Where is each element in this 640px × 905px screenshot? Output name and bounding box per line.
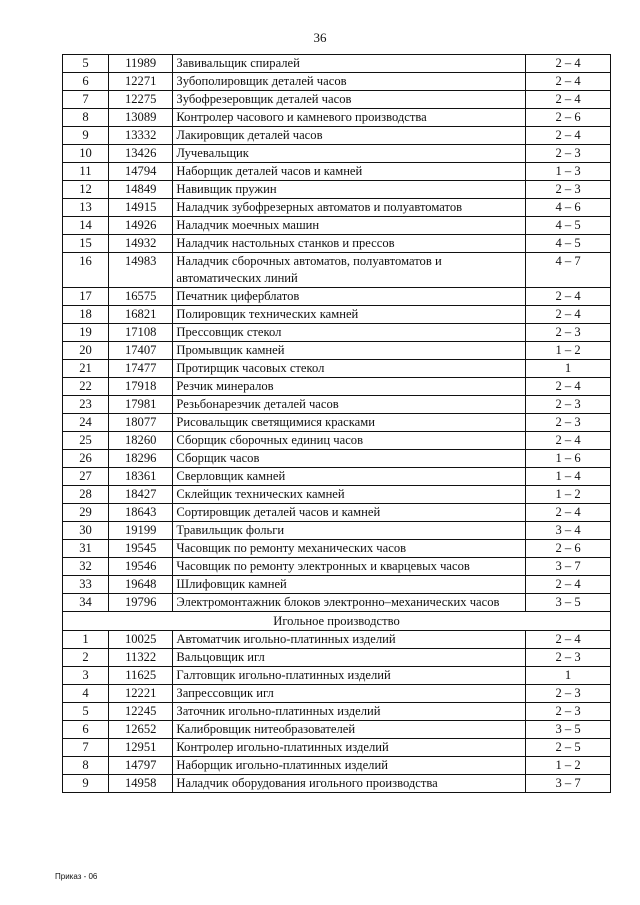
- row-number: 18: [63, 306, 109, 324]
- table-row: [63, 540, 611, 558]
- row-number: 15: [63, 235, 109, 253]
- row-number: 30: [63, 522, 109, 540]
- row-number: 9: [63, 127, 109, 145]
- grade-range: 2 – 4: [526, 288, 611, 306]
- table-row: [63, 55, 611, 73]
- row-number: 7: [63, 91, 109, 109]
- row-number: 10: [63, 145, 109, 163]
- profession-name: Сортировщик деталей часов и камней: [173, 504, 526, 522]
- profession-name: Лакировщик деталей часов: [173, 127, 526, 145]
- row-number: 12: [63, 181, 109, 199]
- profession-code: 11625: [109, 667, 173, 685]
- profession-name: Вальцовщик игл: [173, 649, 526, 667]
- row-number: 5: [63, 703, 109, 721]
- profession-name: Протирщик часовых стекол: [173, 360, 526, 378]
- profession-name: Наладчик оборудования игольного производства: [173, 775, 526, 793]
- grade-range: 2 – 4: [526, 73, 611, 91]
- table-row: [63, 522, 611, 540]
- row-number: 4: [63, 685, 109, 703]
- profession-code: 10025: [109, 631, 173, 649]
- grade-range: 1 – 2: [526, 757, 611, 775]
- profession-name: Полировщик технических камней: [173, 306, 526, 324]
- profession-name: Завивальщик спиралей: [173, 55, 526, 73]
- table-body-part1: [63, 55, 611, 612]
- profession-code: 19199: [109, 522, 173, 540]
- profession-name: Шлифовщик камней: [173, 576, 526, 594]
- grade-range: 1: [526, 667, 611, 685]
- table-row: [63, 739, 611, 757]
- grade-range: 2 – 3: [526, 324, 611, 342]
- profession-code: 17981: [109, 396, 173, 414]
- profession-code: 16575: [109, 288, 173, 306]
- table-row: [63, 163, 611, 181]
- profession-name: Травильщик фольги: [173, 522, 526, 540]
- profession-name: Сверловщик камней: [173, 468, 526, 486]
- profession-code: 12271: [109, 73, 173, 91]
- row-number: 27: [63, 468, 109, 486]
- grade-range: 3 – 7: [526, 775, 611, 793]
- profession-name: Часовщик по ремонту механических часов: [173, 540, 526, 558]
- table-row: [63, 486, 611, 504]
- profession-name: Склейщик технических камней: [173, 486, 526, 504]
- row-number: 13: [63, 199, 109, 217]
- profession-code: 14926: [109, 217, 173, 235]
- table-row: [63, 199, 611, 217]
- grade-range: 2 – 6: [526, 540, 611, 558]
- row-number: 19: [63, 324, 109, 342]
- table-row: [63, 91, 611, 109]
- profession-code: 14794: [109, 163, 173, 181]
- row-number: 11: [63, 163, 109, 181]
- grade-range: 3 – 5: [526, 721, 611, 739]
- table-section: [63, 612, 611, 631]
- row-number: 32: [63, 558, 109, 576]
- grade-range: 3 – 4: [526, 522, 611, 540]
- profession-code: 17407: [109, 342, 173, 360]
- profession-name: Электромонтажник блоков электронно–механических часов: [173, 594, 526, 612]
- row-number: 26: [63, 450, 109, 468]
- profession-name: Наборщик игольно-платинных изделий: [173, 757, 526, 775]
- profession-name: Навивщик пружин: [173, 181, 526, 199]
- profession-code: 19546: [109, 558, 173, 576]
- table-row: [63, 576, 611, 594]
- profession-code: 14983: [109, 253, 173, 288]
- row-number: 25: [63, 432, 109, 450]
- profession-name: Наладчик сборочных автоматов, полуавтоматов и автоматических линий: [173, 253, 526, 288]
- profession-code: 11322: [109, 649, 173, 667]
- row-number: 20: [63, 342, 109, 360]
- profession-code: 17477: [109, 360, 173, 378]
- row-number: 17: [63, 288, 109, 306]
- grade-range: 3 – 7: [526, 558, 611, 576]
- profession-name: Зубофрезеровщик деталей часов: [173, 91, 526, 109]
- footer-note: Приказ - 06: [55, 872, 98, 881]
- profession-name: Часовщик по ремонту электронных и кварцевых часов: [173, 558, 526, 576]
- table-row: [63, 181, 611, 199]
- table-row: [63, 450, 611, 468]
- grade-range: 2 – 3: [526, 414, 611, 432]
- grade-range: 2 – 4: [526, 631, 611, 649]
- grade-range: 1 – 2: [526, 342, 611, 360]
- profession-name: Лучевальщик: [173, 145, 526, 163]
- profession-code: 19648: [109, 576, 173, 594]
- profession-code: 18296: [109, 450, 173, 468]
- table-row: [63, 594, 611, 612]
- grade-range: 2 – 4: [526, 378, 611, 396]
- profession-name: Заточник игольно-платинных изделий: [173, 703, 526, 721]
- profession-code: 12652: [109, 721, 173, 739]
- profession-code: 18361: [109, 468, 173, 486]
- grade-range: 1 – 3: [526, 163, 611, 181]
- profession-code: 14849: [109, 181, 173, 199]
- profession-code: 18077: [109, 414, 173, 432]
- row-number: 29: [63, 504, 109, 522]
- table-body-part2: [63, 631, 611, 793]
- section-row: [63, 612, 611, 631]
- profession-name: Наладчик зубофрезерных автоматов и полуавтоматов: [173, 199, 526, 217]
- row-number: 7: [63, 739, 109, 757]
- grade-range: 4 – 6: [526, 199, 611, 217]
- table-row: [63, 342, 611, 360]
- profession-name: Контролер часового и камневого производства: [173, 109, 526, 127]
- row-number: 2: [63, 649, 109, 667]
- row-number: 31: [63, 540, 109, 558]
- table-row: [63, 721, 611, 739]
- table-row: [63, 288, 611, 306]
- grade-range: 2 – 3: [526, 703, 611, 721]
- grade-range: 1 – 4: [526, 468, 611, 486]
- profession-code: 18427: [109, 486, 173, 504]
- table-row: [63, 109, 611, 127]
- profession-code: 17108: [109, 324, 173, 342]
- row-number: 23: [63, 396, 109, 414]
- row-number: 22: [63, 378, 109, 396]
- table-row: [63, 631, 611, 649]
- profession-name: Печатник циферблатов: [173, 288, 526, 306]
- row-number: 8: [63, 757, 109, 775]
- profession-name: Сборщик сборочных единиц часов: [173, 432, 526, 450]
- grade-range: 1 – 2: [526, 486, 611, 504]
- profession-name: Калибровщик нитеобразователей: [173, 721, 526, 739]
- row-number: 14: [63, 217, 109, 235]
- profession-code: 14958: [109, 775, 173, 793]
- profession-code: 13426: [109, 145, 173, 163]
- grade-range: 2 – 4: [526, 432, 611, 450]
- grade-range: 1: [526, 360, 611, 378]
- row-number: 3: [63, 667, 109, 685]
- page-number: 36: [313, 30, 327, 45]
- table-row: [63, 558, 611, 576]
- profession-code: 14915: [109, 199, 173, 217]
- table-row: [63, 667, 611, 685]
- grade-range: 3 – 5: [526, 594, 611, 612]
- table-row: [63, 360, 611, 378]
- table-row: [63, 253, 611, 288]
- row-number: 33: [63, 576, 109, 594]
- profession-code: 11989: [109, 55, 173, 73]
- row-number: 8: [63, 109, 109, 127]
- profession-name: Галтовщик игольно-платинных изделий: [173, 667, 526, 685]
- table-row: [63, 649, 611, 667]
- table-row: [63, 432, 611, 450]
- profession-code: 13332: [109, 127, 173, 145]
- profession-code: 18643: [109, 504, 173, 522]
- table-row: [63, 73, 611, 91]
- row-number: 21: [63, 360, 109, 378]
- table-row: [63, 235, 611, 253]
- grade-range: 2 – 3: [526, 685, 611, 703]
- profession-code: 19545: [109, 540, 173, 558]
- profession-code: 12221: [109, 685, 173, 703]
- table-row: [63, 324, 611, 342]
- grade-range: 2 – 4: [526, 306, 611, 324]
- grade-range: 2 – 4: [526, 504, 611, 522]
- section-header: Игольное производство: [63, 612, 611, 631]
- row-number: 28: [63, 486, 109, 504]
- grade-range: 2 – 3: [526, 396, 611, 414]
- grade-range: 2 – 5: [526, 739, 611, 757]
- profession-code: 16821: [109, 306, 173, 324]
- profession-code: 13089: [109, 109, 173, 127]
- grade-range: 1 – 6: [526, 450, 611, 468]
- profession-name: Запрессовщик игл: [173, 685, 526, 703]
- table-row: [63, 414, 611, 432]
- grade-range: 4 – 7: [526, 253, 611, 288]
- grade-range: 4 – 5: [526, 235, 611, 253]
- profession-name: Наладчик настольных станков и прессов: [173, 235, 526, 253]
- profession-name: Рисовальщик светящимися красками: [173, 414, 526, 432]
- table-row: [63, 396, 611, 414]
- grade-range: 2 – 3: [526, 181, 611, 199]
- grade-range: 2 – 4: [526, 576, 611, 594]
- grade-range: 2 – 4: [526, 91, 611, 109]
- profession-code: 18260: [109, 432, 173, 450]
- row-number: 9: [63, 775, 109, 793]
- table-row: [63, 504, 611, 522]
- profession-code: 17918: [109, 378, 173, 396]
- grade-range: 2 – 4: [526, 127, 611, 145]
- row-number: 1: [63, 631, 109, 649]
- profession-code: 12951: [109, 739, 173, 757]
- profession-name: Резчик минералов: [173, 378, 526, 396]
- profession-name: Зубополировщик деталей часов: [173, 73, 526, 91]
- table-row: [63, 775, 611, 793]
- row-number: 5: [63, 55, 109, 73]
- profession-table: [62, 54, 611, 793]
- profession-name: Прессовщик стекол: [173, 324, 526, 342]
- profession-code: 14797: [109, 757, 173, 775]
- table-row: [63, 145, 611, 163]
- table-row: [63, 468, 611, 486]
- table-row: [63, 127, 611, 145]
- table-row: [63, 378, 611, 396]
- profession-code: 12275: [109, 91, 173, 109]
- profession-name: Сборщик часов: [173, 450, 526, 468]
- row-number: 24: [63, 414, 109, 432]
- profession-code: 19796: [109, 594, 173, 612]
- row-number: 16: [63, 253, 109, 288]
- grade-range: 2 – 4: [526, 55, 611, 73]
- table-row: [63, 703, 611, 721]
- row-number: 6: [63, 721, 109, 739]
- table-row: [63, 757, 611, 775]
- profession-code: 12245: [109, 703, 173, 721]
- profession-name: Резьбонарезчик деталей часов: [173, 396, 526, 414]
- grade-range: 2 – 3: [526, 145, 611, 163]
- grade-range: 2 – 3: [526, 649, 611, 667]
- profession-name: Наборщик деталей часов и камней: [173, 163, 526, 181]
- row-number: 6: [63, 73, 109, 91]
- table-row: [63, 306, 611, 324]
- profession-name: Контролер игольно-платинных изделий: [173, 739, 526, 757]
- row-number: 34: [63, 594, 109, 612]
- profession-code: 14932: [109, 235, 173, 253]
- table-row: [63, 685, 611, 703]
- profession-name: Наладчик моечных машин: [173, 217, 526, 235]
- profession-name: Автоматчик игольно-платинных изделий: [173, 631, 526, 649]
- table-row: [63, 217, 611, 235]
- grade-range: 2 – 6: [526, 109, 611, 127]
- profession-name: Промывщик камней: [173, 342, 526, 360]
- grade-range: 4 – 5: [526, 217, 611, 235]
